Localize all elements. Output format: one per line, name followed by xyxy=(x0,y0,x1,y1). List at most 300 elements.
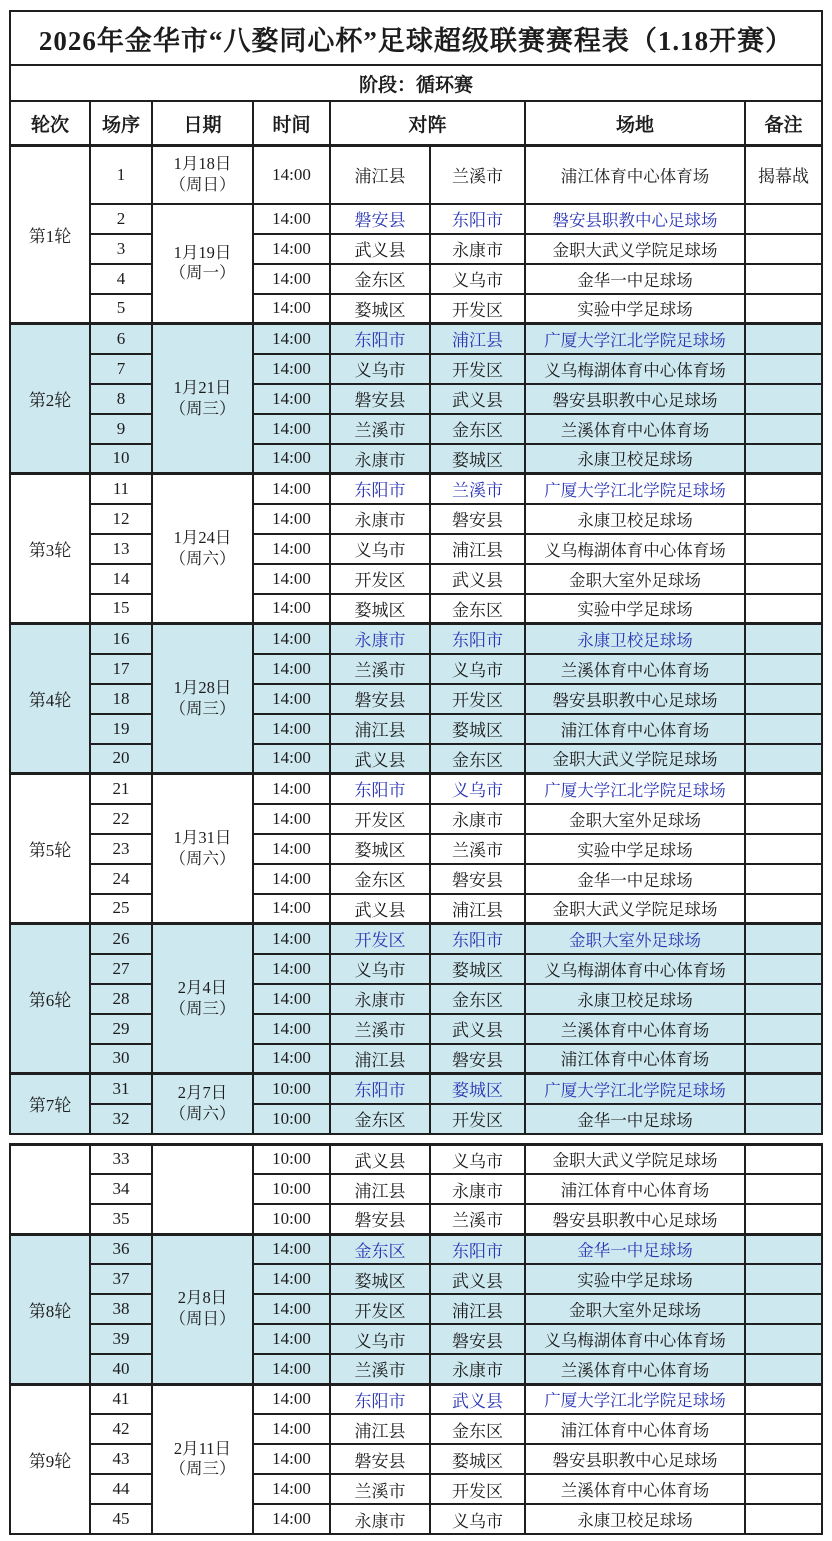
match-time: 14:00 xyxy=(253,654,330,684)
match-date xyxy=(152,774,253,924)
match-venue: 义乌梅湖体育中心体育场 xyxy=(525,354,745,384)
match-venue: 广厦大学江北学院足球场 xyxy=(525,324,745,354)
match-number: 16 xyxy=(90,624,152,654)
match-row xyxy=(10,624,822,654)
match-row xyxy=(10,564,822,594)
match-number: 8 xyxy=(90,384,152,414)
match-note xyxy=(745,414,822,444)
team-home: 浦江县 xyxy=(330,146,430,204)
match-venue: 义乌梅湖体育中心体育场 xyxy=(525,534,745,564)
match-note xyxy=(745,324,822,354)
date-line: （周日） xyxy=(169,174,236,194)
round-label xyxy=(10,1144,90,1234)
team-home: 婺城区 xyxy=(330,834,430,864)
match-note xyxy=(745,504,822,534)
match-row xyxy=(10,834,822,864)
team-away: 东阳市 xyxy=(430,1234,525,1264)
team-home: 兰溪市 xyxy=(330,654,430,684)
match-number: 22 xyxy=(90,804,152,834)
match-note: 揭幕战 xyxy=(745,146,822,204)
match-time: 14:00 xyxy=(253,924,330,954)
match-venue: 金职大室外足球场 xyxy=(525,1294,745,1324)
match-venue: 兰溪体育中心体育场 xyxy=(525,414,745,444)
match-number: 25 xyxy=(90,894,152,924)
match-time: 10:00 xyxy=(253,1144,330,1174)
match-time: 14:00 xyxy=(253,954,330,984)
team-home: 磐安县 xyxy=(330,684,430,714)
team-away: 武义县 xyxy=(430,1014,525,1044)
match-note xyxy=(745,774,822,804)
match-row xyxy=(10,324,822,354)
match-row xyxy=(10,504,822,534)
date-line: （周三） xyxy=(169,698,236,718)
match-venue: 金职大武义学院足球场 xyxy=(525,744,745,774)
round-label: 第2轮 xyxy=(10,324,90,474)
match-row xyxy=(10,1414,822,1444)
match-venue: 磐安县职教中心足球场 xyxy=(525,204,745,234)
match-row xyxy=(10,444,822,474)
team-home: 兰溪市 xyxy=(330,1354,430,1384)
team-home: 磐安县 xyxy=(330,384,430,414)
date-line: （周六） xyxy=(169,848,236,868)
match-time: 14:00 xyxy=(253,474,330,504)
round-label: 第5轮 xyxy=(10,774,90,924)
match-venue: 永康卫校足球场 xyxy=(525,444,745,474)
match-row xyxy=(10,1104,822,1134)
col-header-time: 时间 xyxy=(253,101,330,146)
title-row xyxy=(10,11,822,65)
team-home: 开发区 xyxy=(330,564,430,594)
match-time: 14:00 xyxy=(253,1504,330,1534)
match-row xyxy=(10,924,822,954)
match-row xyxy=(10,1074,822,1104)
team-home: 金东区 xyxy=(330,264,430,294)
match-venue: 永康卫校足球场 xyxy=(525,1504,745,1534)
match-time: 14:00 xyxy=(253,564,330,594)
match-number: 44 xyxy=(90,1474,152,1504)
match-number: 23 xyxy=(90,834,152,864)
match-row xyxy=(10,954,822,984)
match-time: 14:00 xyxy=(253,204,330,234)
team-home: 义乌市 xyxy=(330,1324,430,1354)
match-note xyxy=(745,1504,822,1534)
match-number: 28 xyxy=(90,984,152,1014)
match-row xyxy=(10,714,822,744)
team-home: 磐安县 xyxy=(330,204,430,234)
team-away: 磐安县 xyxy=(430,1324,525,1354)
match-venue: 兰溪体育中心体育场 xyxy=(525,654,745,684)
match-number: 37 xyxy=(90,1264,152,1294)
match-note xyxy=(745,384,822,414)
match-row xyxy=(10,654,822,684)
match-note xyxy=(745,1354,822,1384)
date-line: （周六） xyxy=(169,548,236,568)
team-away: 义乌市 xyxy=(430,1504,525,1534)
match-number: 29 xyxy=(90,1014,152,1044)
match-row xyxy=(10,1324,822,1354)
match-time: 14:00 xyxy=(253,714,330,744)
match-venue: 实验中学足球场 xyxy=(525,1264,745,1294)
match-time: 14:00 xyxy=(253,624,330,654)
match-time: 14:00 xyxy=(253,1324,330,1354)
match-venue: 金职大武义学院足球场 xyxy=(525,894,745,924)
team-home: 开发区 xyxy=(330,924,430,954)
date-line: （周三） xyxy=(169,398,236,418)
team-home: 浦江县 xyxy=(330,1174,430,1204)
team-away: 婺城区 xyxy=(430,714,525,744)
match-time: 14:00 xyxy=(253,864,330,894)
match-number: 18 xyxy=(90,684,152,714)
team-home: 金东区 xyxy=(330,1104,430,1134)
match-time: 14:00 xyxy=(253,1354,330,1384)
match-number: 32 xyxy=(90,1104,152,1134)
match-venue: 浦江体育中心体育场 xyxy=(525,1414,745,1444)
match-venue: 广厦大学江北学院足球场 xyxy=(525,1074,745,1104)
team-home: 东阳市 xyxy=(330,1384,430,1414)
team-home: 义乌市 xyxy=(330,534,430,564)
team-away: 金东区 xyxy=(430,414,525,444)
match-note xyxy=(745,624,822,654)
match-date xyxy=(152,324,253,474)
team-away: 磐安县 xyxy=(430,864,525,894)
match-number: 27 xyxy=(90,954,152,984)
team-away: 开发区 xyxy=(430,1474,525,1504)
team-away: 金东区 xyxy=(430,594,525,624)
team-away: 永康市 xyxy=(430,1354,525,1384)
match-note xyxy=(745,534,822,564)
match-number: 5 xyxy=(90,294,152,324)
team-home: 金东区 xyxy=(330,1234,430,1264)
match-row xyxy=(10,1474,822,1504)
match-note xyxy=(745,894,822,924)
round-label: 第7轮 xyxy=(10,1074,90,1134)
schedule-table-top xyxy=(9,10,823,1135)
match-note xyxy=(745,1104,822,1134)
match-row xyxy=(10,774,822,804)
match-number: 40 xyxy=(90,1354,152,1384)
round-label: 第4轮 xyxy=(10,624,90,774)
page-title: 2026年金华市“八婺同心杯”足球超级联赛赛程表（1.18开赛） xyxy=(10,11,822,65)
header-row xyxy=(10,101,822,146)
match-time: 14:00 xyxy=(253,234,330,264)
match-date xyxy=(152,1074,253,1134)
match-note xyxy=(745,1074,822,1104)
match-venue: 广厦大学江北学院足球场 xyxy=(525,474,745,504)
match-time: 14:00 xyxy=(253,1444,330,1474)
match-number: 11 xyxy=(90,474,152,504)
team-away: 武义县 xyxy=(430,384,525,414)
match-note xyxy=(745,714,822,744)
team-away: 浦江县 xyxy=(430,534,525,564)
match-row xyxy=(10,1174,822,1204)
match-venue: 金华一中足球场 xyxy=(525,1104,745,1134)
match-time: 14:00 xyxy=(253,744,330,774)
date-line: （周六） xyxy=(169,1103,236,1123)
date-line: （周日） xyxy=(169,1309,236,1328)
match-venue: 广厦大学江北学院足球场 xyxy=(525,774,745,804)
team-away: 义乌市 xyxy=(430,264,525,294)
team-home: 东阳市 xyxy=(330,474,430,504)
date-line: （周三） xyxy=(169,1459,236,1479)
match-note xyxy=(745,1384,822,1414)
match-venue: 金职大武义学院足球场 xyxy=(525,1144,745,1174)
match-row xyxy=(10,354,822,384)
match-venue: 浦江体育中心体育场 xyxy=(525,1044,745,1074)
match-row xyxy=(10,384,822,414)
match-note xyxy=(745,234,822,264)
match-date xyxy=(152,204,253,324)
match-number: 24 xyxy=(90,864,152,894)
match-number: 36 xyxy=(90,1234,152,1264)
match-venue: 金华一中足球场 xyxy=(525,864,745,894)
match-row xyxy=(10,804,822,834)
team-away: 义乌市 xyxy=(430,774,525,804)
match-number: 4 xyxy=(90,264,152,294)
match-time: 14:00 xyxy=(253,384,330,414)
match-row xyxy=(10,1234,822,1264)
team-away: 浦江县 xyxy=(430,894,525,924)
round-label: 第9轮 xyxy=(10,1384,90,1534)
team-away: 永康市 xyxy=(430,804,525,834)
team-home: 浦江县 xyxy=(330,1414,430,1444)
match-note xyxy=(745,474,822,504)
team-away: 开发区 xyxy=(430,684,525,714)
team-away: 兰溪市 xyxy=(430,834,525,864)
stage-label: 阶段：循环赛 xyxy=(10,65,822,101)
col-header-date: 日期 xyxy=(152,101,253,146)
team-home: 武义县 xyxy=(330,1144,430,1174)
match-note xyxy=(745,564,822,594)
match-time: 14:00 xyxy=(253,146,330,204)
match-row xyxy=(10,1044,822,1074)
match-note xyxy=(745,594,822,624)
match-number: 10 xyxy=(90,444,152,474)
match-note xyxy=(745,984,822,1014)
match-time: 14:00 xyxy=(253,684,330,714)
date-line: 2月11日 xyxy=(173,1438,232,1458)
match-note xyxy=(745,1144,822,1174)
team-home: 磐安县 xyxy=(330,1204,430,1234)
match-time: 14:00 xyxy=(253,444,330,474)
team-home: 兰溪市 xyxy=(330,414,430,444)
match-venue: 实验中学足球场 xyxy=(525,294,745,324)
team-away: 武义县 xyxy=(430,1264,525,1294)
match-date xyxy=(152,474,253,624)
match-note xyxy=(745,1324,822,1354)
team-away: 兰溪市 xyxy=(430,474,525,504)
match-time: 14:00 xyxy=(253,1414,330,1444)
match-row xyxy=(10,1504,822,1534)
match-venue: 实验中学足球场 xyxy=(525,594,745,624)
match-date xyxy=(152,1234,253,1384)
match-note xyxy=(745,834,822,864)
match-row xyxy=(10,984,822,1014)
match-note xyxy=(745,1294,822,1324)
match-venue: 金华一中足球场 xyxy=(525,1234,745,1264)
match-time: 14:00 xyxy=(253,804,330,834)
match-number: 33 xyxy=(90,1144,152,1174)
match-time: 14:00 xyxy=(253,534,330,564)
match-note xyxy=(745,1044,822,1074)
match-row xyxy=(10,864,822,894)
match-time: 14:00 xyxy=(253,264,330,294)
match-row xyxy=(10,1444,822,1474)
team-home: 永康市 xyxy=(330,984,430,1014)
match-date xyxy=(152,924,253,1074)
match-number: 30 xyxy=(90,1044,152,1074)
team-home: 东阳市 xyxy=(330,1074,430,1104)
match-number: 14 xyxy=(90,564,152,594)
team-away: 金东区 xyxy=(430,1414,525,1444)
match-number: 26 xyxy=(90,924,152,954)
date-line: 2月8日 xyxy=(177,1288,228,1308)
match-row xyxy=(10,1294,822,1324)
team-away: 开发区 xyxy=(430,294,525,324)
match-row xyxy=(10,594,822,624)
match-venue: 磐安县职教中心足球场 xyxy=(525,684,745,714)
match-venue: 义乌梅湖体育中心体育场 xyxy=(525,954,745,984)
match-number: 41 xyxy=(90,1384,152,1414)
round-label: 第1轮 xyxy=(10,146,90,324)
match-row xyxy=(10,1384,822,1414)
match-note xyxy=(745,354,822,384)
team-away: 永康市 xyxy=(430,1174,525,1204)
match-venue: 金职大武义学院足球场 xyxy=(525,234,745,264)
team-away: 武义县 xyxy=(430,1384,525,1414)
match-time: 10:00 xyxy=(253,1104,330,1134)
match-note xyxy=(745,264,822,294)
schedule-table-bottom xyxy=(9,1143,823,1536)
col-header-matchno: 场序 xyxy=(90,101,152,146)
team-away: 婺城区 xyxy=(430,1444,525,1474)
match-row xyxy=(10,146,822,204)
date-line: 2月4日 xyxy=(177,977,228,997)
match-row xyxy=(10,1354,822,1384)
match-time: 14:00 xyxy=(253,594,330,624)
team-home: 金东区 xyxy=(330,864,430,894)
match-venue: 磐安县职教中心足球场 xyxy=(525,1204,745,1234)
date-line: 2月7日 xyxy=(177,1083,228,1103)
match-row xyxy=(10,1014,822,1044)
match-time: 14:00 xyxy=(253,1044,330,1074)
team-home: 磐安县 xyxy=(330,1444,430,1474)
team-away: 婺城区 xyxy=(430,444,525,474)
match-venue: 实验中学足球场 xyxy=(525,834,745,864)
date-line: 1月21日 xyxy=(173,377,232,397)
round-label: 第3轮 xyxy=(10,474,90,624)
match-number: 7 xyxy=(90,354,152,384)
match-venue: 磐安县职教中心足球场 xyxy=(525,1444,745,1474)
team-away: 东阳市 xyxy=(430,624,525,654)
team-away: 义乌市 xyxy=(430,1144,525,1174)
team-home: 武义县 xyxy=(330,894,430,924)
match-number: 31 xyxy=(90,1074,152,1104)
team-home: 义乌市 xyxy=(330,954,430,984)
team-away: 婺城区 xyxy=(430,954,525,984)
match-time: 14:00 xyxy=(253,504,330,534)
match-number: 38 xyxy=(90,1294,152,1324)
round-label: 第8轮 xyxy=(10,1234,90,1384)
match-time: 14:00 xyxy=(253,1264,330,1294)
match-venue: 浦江体育中心体育场 xyxy=(525,1174,745,1204)
match-time: 14:00 xyxy=(253,1384,330,1414)
team-away: 东阳市 xyxy=(430,924,525,954)
team-away: 婺城区 xyxy=(430,1074,525,1104)
match-time: 14:00 xyxy=(253,324,330,354)
match-number: 43 xyxy=(90,1444,152,1474)
match-date xyxy=(152,1144,253,1234)
match-number: 19 xyxy=(90,714,152,744)
match-note xyxy=(745,1414,822,1444)
match-row xyxy=(10,414,822,444)
date-line: 1月18日 xyxy=(173,154,232,174)
match-time: 14:00 xyxy=(253,774,330,804)
match-time: 10:00 xyxy=(253,1174,330,1204)
date-line: （周三） xyxy=(169,998,236,1018)
match-time: 10:00 xyxy=(253,1074,330,1104)
match-venue: 磐安县职教中心足球场 xyxy=(525,384,745,414)
team-home: 兰溪市 xyxy=(330,1014,430,1044)
match-row xyxy=(10,264,822,294)
team-home: 婺城区 xyxy=(330,594,430,624)
match-row xyxy=(10,744,822,774)
match-venue: 金职大室外足球场 xyxy=(525,564,745,594)
match-number: 45 xyxy=(90,1504,152,1534)
match-time: 14:00 xyxy=(253,294,330,324)
team-home: 武义县 xyxy=(330,234,430,264)
match-number: 17 xyxy=(90,654,152,684)
team-home: 开发区 xyxy=(330,804,430,834)
team-home: 东阳市 xyxy=(330,774,430,804)
match-row xyxy=(10,1264,822,1294)
match-number: 12 xyxy=(90,504,152,534)
team-home: 婺城区 xyxy=(330,1264,430,1294)
team-home: 浦江县 xyxy=(330,714,430,744)
match-note xyxy=(745,924,822,954)
col-header-venue: 场地 xyxy=(525,101,745,146)
match-venue: 广厦大学江北学院足球场 xyxy=(525,1384,745,1414)
team-home: 永康市 xyxy=(330,1504,430,1534)
match-number: 13 xyxy=(90,534,152,564)
team-away: 兰溪市 xyxy=(430,146,525,204)
match-time: 14:00 xyxy=(253,1474,330,1504)
match-date xyxy=(152,1384,253,1534)
match-time: 14:00 xyxy=(253,414,330,444)
match-number: 6 xyxy=(90,324,152,354)
date-line: 1月28日 xyxy=(173,677,232,697)
round-label: 第6轮 xyxy=(10,924,90,1074)
stage-row xyxy=(10,65,822,101)
match-time: 14:00 xyxy=(253,984,330,1014)
match-row xyxy=(10,1204,822,1234)
match-venue: 浦江体育中心体育场 xyxy=(525,146,745,204)
match-venue: 金华一中足球场 xyxy=(525,264,745,294)
team-away: 东阳市 xyxy=(430,204,525,234)
match-time: 10:00 xyxy=(253,1204,330,1234)
match-note xyxy=(745,654,822,684)
date-line: 1月31日 xyxy=(173,827,232,847)
team-away: 磐安县 xyxy=(430,1044,525,1074)
match-venue: 兰溪体育中心体育场 xyxy=(525,1474,745,1504)
match-note xyxy=(745,1444,822,1474)
match-time: 14:00 xyxy=(253,1294,330,1324)
match-time: 14:00 xyxy=(253,834,330,864)
col-header-note: 备注 xyxy=(745,101,822,146)
team-away: 开发区 xyxy=(430,354,525,384)
match-venue: 金职大室外足球场 xyxy=(525,924,745,954)
team-away: 义乌市 xyxy=(430,654,525,684)
team-home: 东阳市 xyxy=(330,324,430,354)
